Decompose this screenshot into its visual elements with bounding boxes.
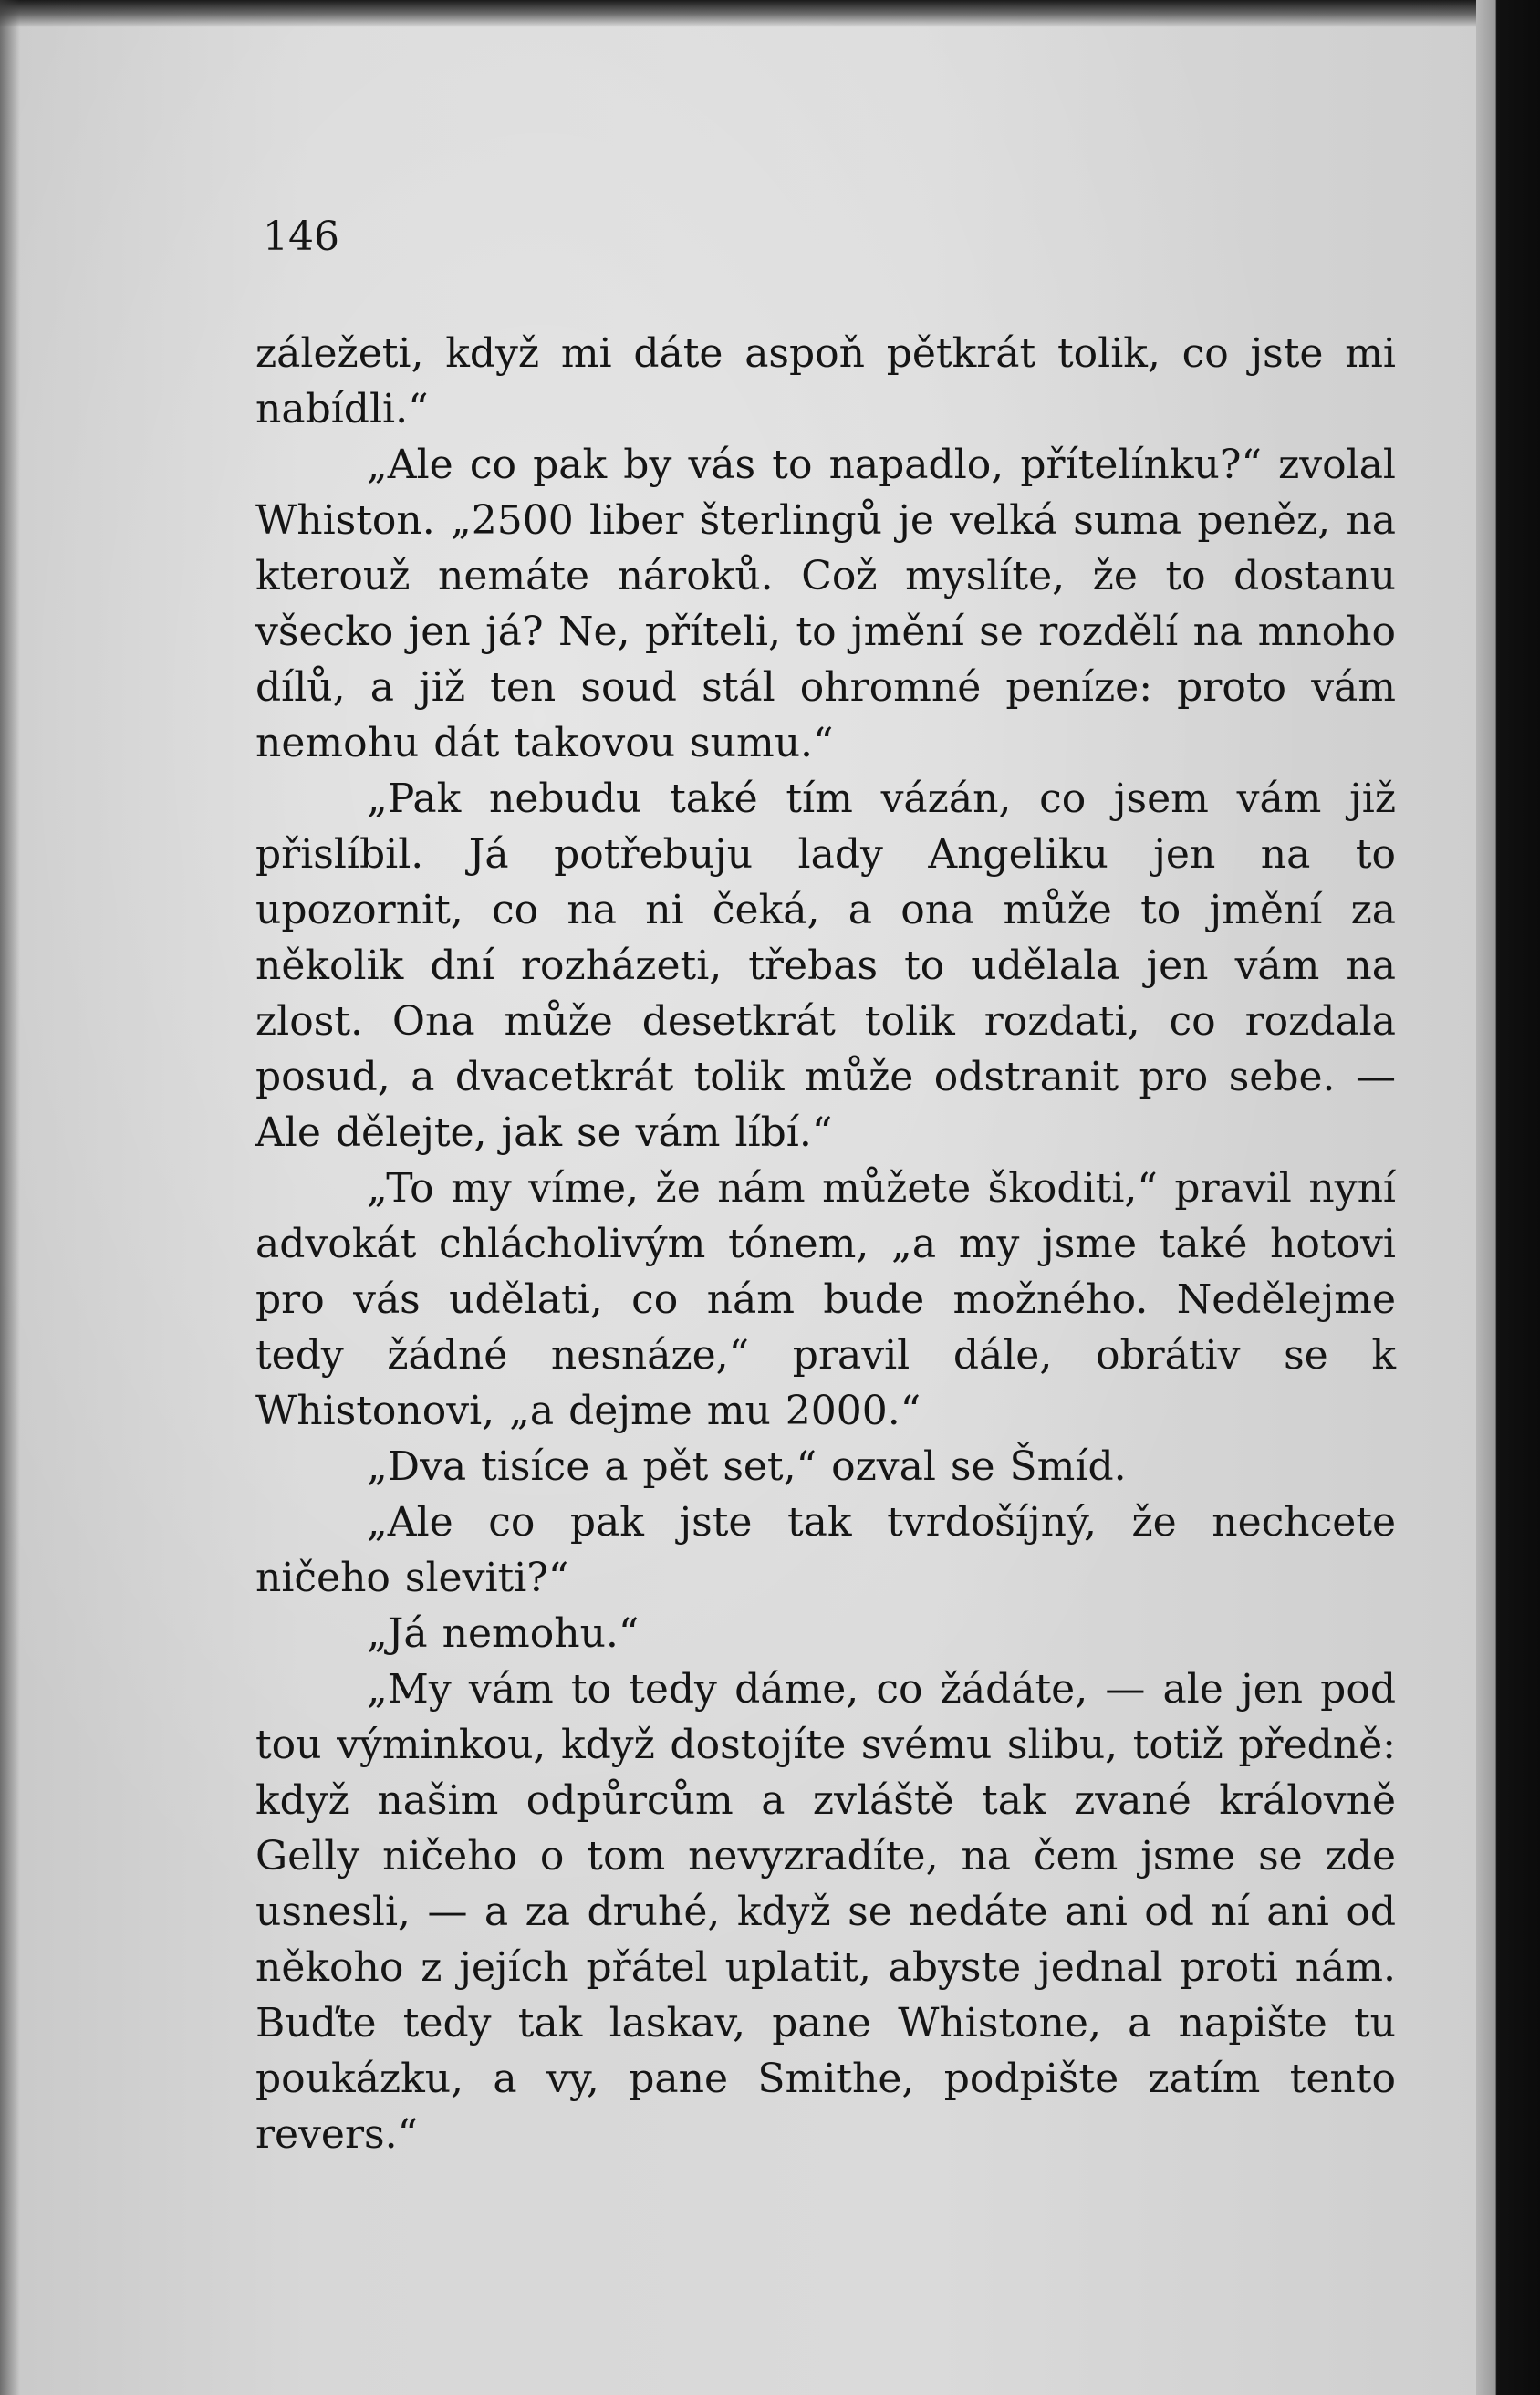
left-shadow [0, 0, 20, 2395]
body-text [255, 326, 1396, 2162]
paragraph: záležeti, když mi dáte aspoň pětkrát tolik, co jste mi nabídli.“ [255, 330, 1396, 432]
paragraph: „To my víme, že nám můžete škoditi,“ pravil nyní advokát chlácholivým tónem, „a my jsme také hotovi pro vás udělati, co nám bude možného. Nedělejme tedy žádné nesnáze,“ pravil dále, obrátiv se k Whistonovi, „a dejme mu 2000.“ [255, 1165, 1396, 1434]
page-content [255, 196, 1396, 2162]
paragraph: „Ale co pak jste tak tvrdošíjný, že nechcete ničeho sleviti?“ [255, 1499, 1396, 1601]
page-edge [1476, 0, 1540, 2395]
paragraph: „Pak nebudu také tím vázán, co jsem vám již přislíbil. Já potřebuju lady Angeliku jen na to upozornit, co na ni čeká, a ona může to jmění za několik dní rozházeti, třebas to udělala jen vám na zlost. Ona může desetkrát tolik rozdati, co rozdala posud, a dvacetkrát tolik může odstranit pro sebe. — Ale dělejte, jak se vám líbí.“ [255, 776, 1396, 1156]
paragraph: „My vám to tedy dáme, co žádáte, — ale jen pod tou výminkou, když dostojíte svému slibu, totiž předně: když našim odpůrcům a zvláště tak zvané královně Gelly ničeho o tom nevyzradíte, na čem jsme se zde usnesli, — a za druhé, když se nedáte ani od ní ani od někoho z jejích přátel uplatit, abyste jednal proti nám. Buďte tedy tak laskav, pane Whistone, a napište tu poukázku, a vy, pane Smithe, podpište zatím tento revers.“ [255, 1666, 1396, 2158]
paragraph: „Ale co pak by vás to napadlo, přítelínku?“ zvolal Whiston. „2500 liber šterlingů je velká suma peněz, na kterouž nemáte nároků. Což myslíte, že to dostanu všecko jen já? Ne, příteli, to jmění se rozdělí na mnoho dílů, a již ten soud stál ohromné peníze: proto vám nemohu dát takovou sumu.“ [255, 442, 1396, 766]
paragraph: „Dva tisíce a pět set,“ ozval se Šmíd. [367, 1443, 1127, 1490]
paragraph: „Já nemohu.“ [367, 1610, 640, 1657]
page-number: 146 [263, 213, 339, 260]
top-shadow [0, 0, 1540, 27]
